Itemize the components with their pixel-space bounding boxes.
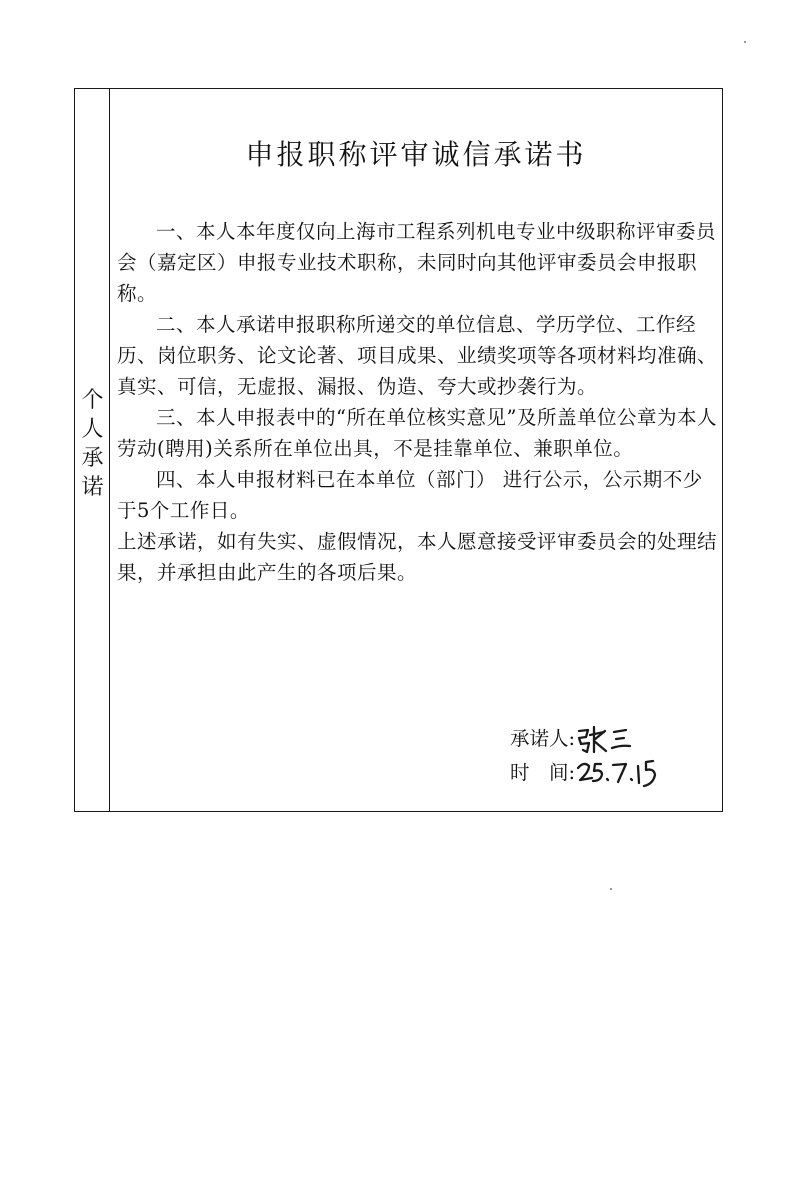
date-label: 时 间: (510, 761, 576, 784)
commitment-summary: 上述承诺，如有失实、虚假情况，本人愿意接受评审委员会的处理结果，并承担由此产生的各项后果。 (117, 530, 718, 584)
scan-speck (744, 41, 746, 43)
document-title: 申报职称评审诚信承诺书 (245, 138, 587, 171)
signature-block (510, 722, 671, 790)
commitment-clause-4: 四、本人申报材料已在本单位（部门） 进行公示，公示期不少于5个工作日。 (117, 468, 703, 522)
scan-speck (610, 888, 612, 890)
side-label-personal-commitment: 个人承诺 (81, 388, 104, 500)
handwritten-date (575, 753, 671, 793)
side-label-column (75, 89, 110, 811)
handwritten-signature (575, 722, 639, 756)
promisor-row (510, 722, 671, 756)
commitment-content-column (110, 89, 722, 811)
commitment-clause-1-continuation: 称。 (117, 282, 158, 305)
commitment-form-table (74, 88, 723, 812)
commitment-body (117, 216, 717, 588)
commitment-clause-1: 一、本人本年度仅向上海市工程系列机电专业中级职称评审委员会（嘉定区）申报专业技术职称，未同时向其他评审委员会申报职 (117, 220, 717, 274)
promisor-label: 承诺人: (510, 727, 576, 750)
commitment-clause-2: 二、本人承诺申报职称所递交的单位信息、学历学位、工作经历、岗位职务、论文论著、项目成果、业绩奖项等各项材料均准确、真实、可信，无虚报、漏报、伪造、夸大或抄袭行为。 (117, 313, 718, 398)
commitment-clause-3: 三、本人申报表中的“所在单位核实意见”及所盖单位公章为本人劳动(聘用)关系所在单位出具，不是挂靠单位、兼职单位。 (117, 406, 717, 460)
date-row (510, 756, 671, 790)
